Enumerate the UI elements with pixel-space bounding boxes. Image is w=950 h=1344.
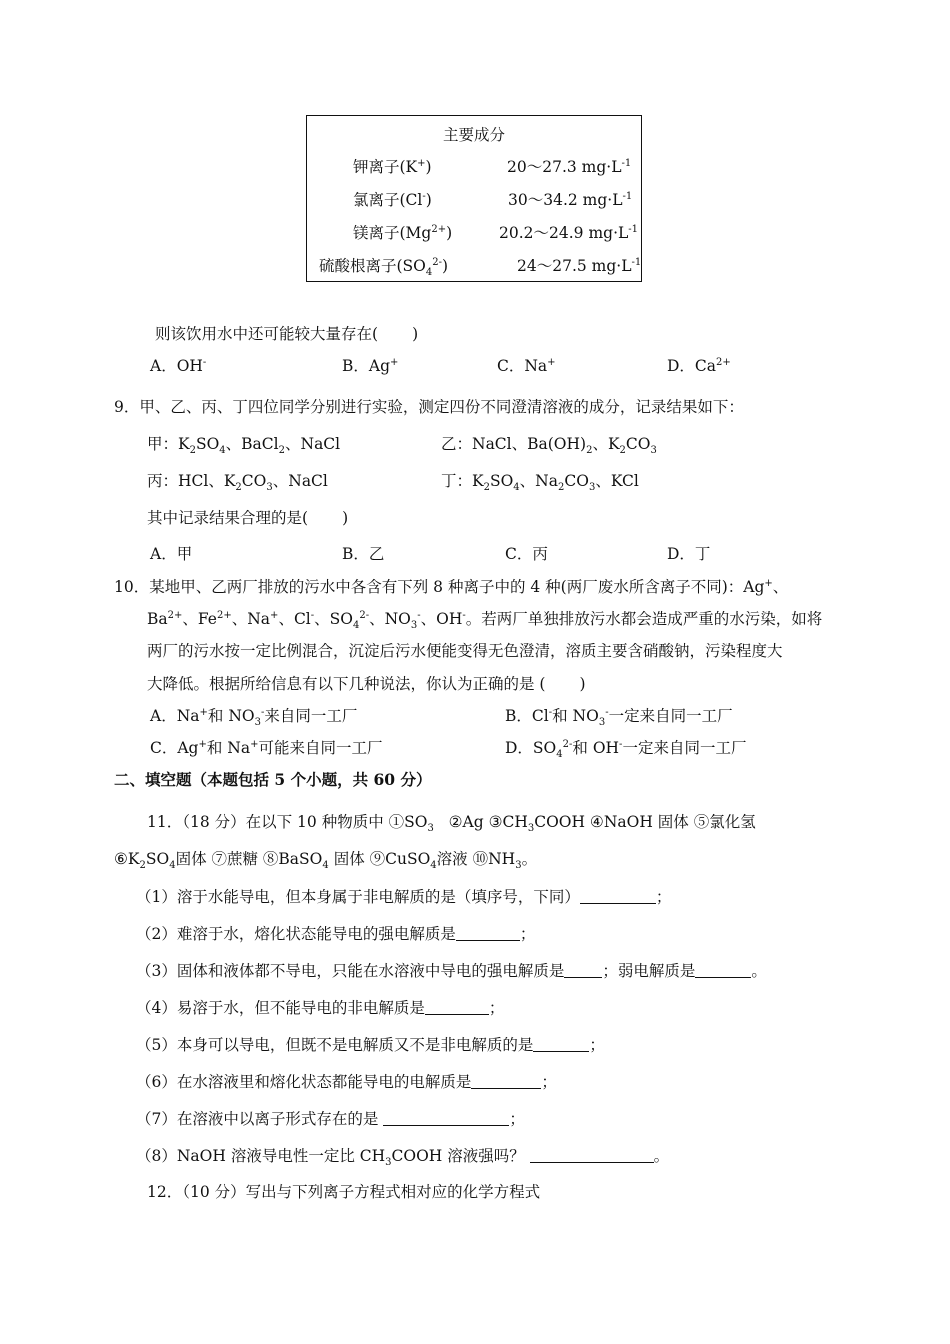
q9-jia: 甲：$K_2SO_4$、BaCl$_2$、NaCl [147,435,341,457]
q10-option-a: A．Na+和 $NO_3^-$来自同一工厂 [150,706,358,729]
q10-line2: $Ba^{2+}$、$Fe^{2+}$、Na+、Cl-、$SO_4^{2-}$、$NO_3^-$、OH-。若两厂单独排放污水都会造成严重的水污染，如将 [147,609,823,632]
q9-ask: 其中记录结果合理的是( ) [147,509,349,527]
q9-option-a: A．甲 [150,545,193,563]
q10-line4: 大降低。根据所给信息有以下几种说法，你认为正确的是 ( ) [147,675,586,693]
q11-part3: （3）固体和液体都不导电，只能在水溶液中导电的强电解质是 ；弱电解质是 。 [136,962,767,980]
q9-yi: 乙：NaCl、$Ba(OH)_2$、$K_2CO_3$ [441,435,657,457]
answer-blank[interactable] [456,924,520,941]
q8-option-a: A．OH- [150,356,207,375]
answer-blank[interactable] [530,1146,654,1163]
q11-part2: （2）难溶于水，熔化状态能导电的强电解质是 ； [136,925,536,943]
answer-blank[interactable] [425,998,489,1015]
q8-stem: 则该饮用水中还可能较大量存在( ) [155,325,419,343]
section-heading: 二、填空题（本题包括 5 个小题，共 60 分） [114,770,432,789]
q8-option-c: C．Na+ [497,356,556,375]
q9-option-c: C．丙 [505,545,548,563]
q8-option-b: B．Ag+ [342,356,399,375]
answer-blank[interactable] [695,961,751,978]
q10-line1: 10．某地甲、乙两厂排放的污水中各含有下列 8 种离子中的 4 种(两厂废水所含离子不同)：Ag+、 [114,577,789,596]
answer-blank[interactable] [383,1109,509,1126]
q11-part5: （5）本身可以导电，但既不是电解质又不是非电解质的是 ； [136,1036,605,1054]
q9-option-b: B．乙 [342,545,385,563]
q10-line3: 两厂的污水按一定比例混合，沉淀后污水便能变得无色澄清，溶质主要含硝酸钠，污染程度大 [147,642,783,660]
q11-part4: （4）易溶于水，但不能导电的非电解质是 ； [136,999,505,1017]
composition-table: 主要成分 钾离子(K+) 20～27.3 $mg\cdot L^{-1}$ 氯离子(Cl-) 30～34.2 $mg\cdot L^{-1}$ 镁离子$(Mg^{2+})$ 20.2～24.9 $mg\cdot L^{-1}$ 硫酸根离子$(SO_4^{2-})$ 24～27.5 $mg\cdot L^{-1}$ [306,115,642,282]
answer-blank[interactable] [533,1035,589,1052]
q8-option-d: D．$Ca^{2+}$ [667,356,731,375]
q12-stem: 12．（10 分）写出与下列离子方程式相对应的化学方程式 [147,1183,541,1201]
q10-option-b: B．Cl-和 $NO_3^-$一定来自同一工厂 [505,706,733,729]
answer-blank[interactable] [471,1072,541,1089]
q11-line1: 11．（18 分）在以下 10 种物质中 $①SO_3$ ②Ag $③CH_3COOH$ ④NaOH 固体 ⑤氯化氢 [147,813,756,835]
q9-bing: 丙：HCl、$K_2CO_3$、NaCl [147,472,328,494]
table-title: 主要成分 [442,126,505,144]
q11-part7: （7）在溶液中以离子形式存在的是 ； [136,1110,525,1128]
q11-part1: （1）溶于水能导电，但本身属于非电解质的是（填序号，下同） ； [136,888,672,906]
q9-option-d: D．丁 [667,545,711,563]
answer-blank[interactable] [564,961,602,978]
q10-option-c: C．Ag+和 Na+可能来自同一工厂 [150,738,383,757]
q10-option-d: D．$SO_4^{2-}$和 OH-一定来自同一工厂 [505,738,747,761]
q9-ding: 丁：$K_2SO_4$、$Na_2CO_3$、KCl [441,472,639,494]
q11-line2: $⑥K_2SO_4$固体 ⑦蔗糖 ⑧BaSO$_4$ 固体 ⑨CuSO$_4$溶液 $⑩NH_3$。 [114,850,538,872]
q9-stem: 9．甲、乙、丙、丁四位同学分别进行实验，测定四份不同澄清溶液的成分，记录结果如下： [114,398,744,416]
q11-part8: （8）NaOH 溶液导电性一定比 $CH_3COOH$ 溶液强吗？ 。 [136,1147,670,1169]
q11-part6: （6）在水溶液里和熔化状态都能导电的电解质是 ； [136,1073,557,1091]
answer-blank[interactable] [580,887,656,904]
